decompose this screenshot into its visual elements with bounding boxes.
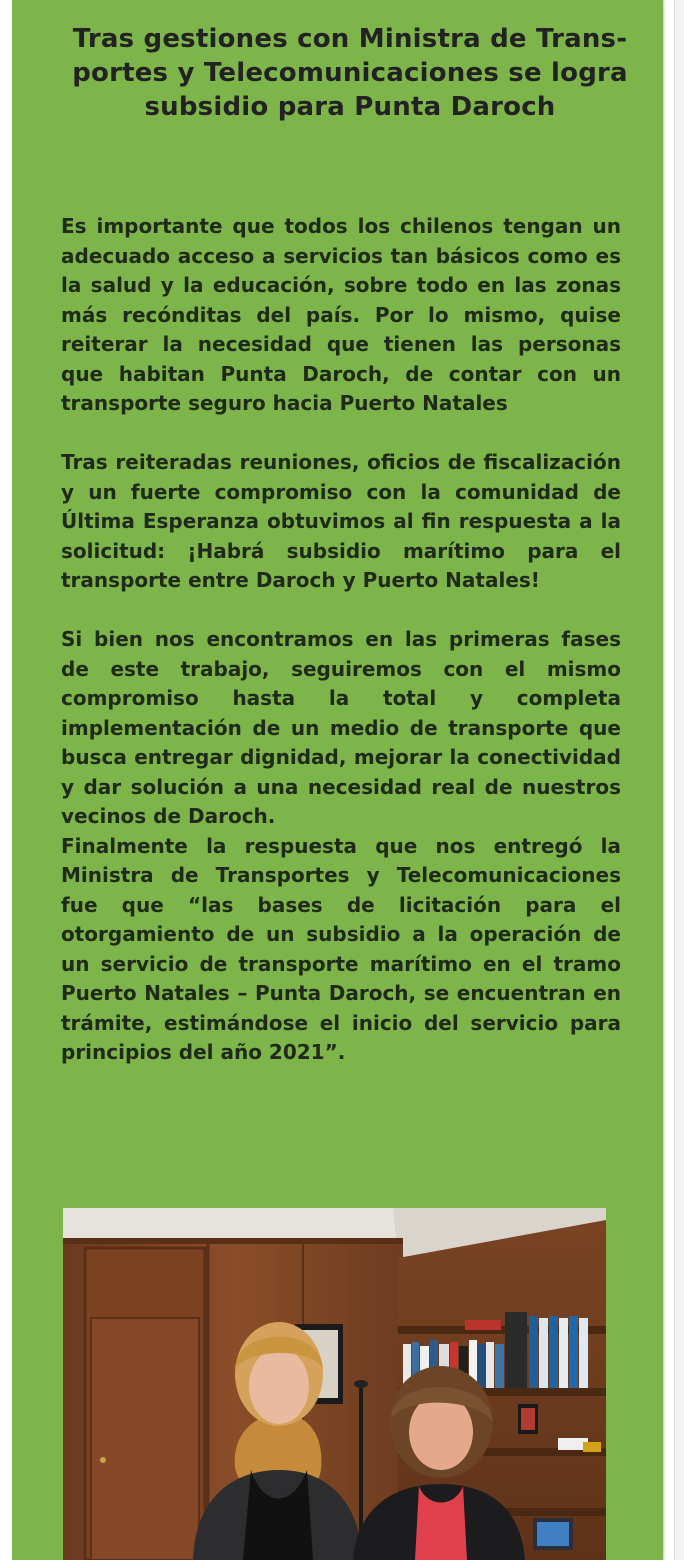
title-line-3: subsidio para Punta Daroch: [144, 92, 556, 122]
paragraph-2: Tras reiteradas reuniones, oficios de fiscalización y un fuerte compromiso con la comunidad de Última Esperanza obtuvimos al fin respuesta a la solicitud: ¡Habrá subsidio marítimo para el transporte entre Daroch y Puerto Natales!: [61, 450, 621, 592]
article-body: [61, 212, 621, 1068]
title-line-2: portes y Telecomunicaciones se logra: [72, 58, 628, 88]
title-line-1: Tras gestiones con Ministra de Trans-: [72, 24, 628, 54]
paragraph-1: Es importante que todos los chilenos tengan un adecuado acceso a servicios tan básicos como es la salud y la educación, sobre todo en las zonas más recónditas del país. Por lo mismo, quise reiterar la necesidad que tienen las personas que habitan Punta Daroch, de contar con un transporte seguro hacia Puerto Natales: [61, 214, 621, 415]
article-title: [52, 22, 648, 124]
paragraph-4: Finalmente la respuesta que nos entregó la Ministra de Transportes y Telecomunicaciones fue que “las bases de licitación para el otorgamiento de un subsidio a la operación de un servicio de transporte marítimo en el tramo Puerto Natales – Punta Daroch, se encuentran en trámite, estimándose el inicio del servicio para principios del año 2021”.: [61, 833, 621, 1064]
paragraph-3: Si bien nos encontramos en las primeras fases de este trabajo, seguiremos con el mismo compromiso hasta la total y completa implementación de un medio de transporte que busca entregar dignidad, mejorar la conectividad y dar solución a una necesidad real de nuestros vecinos de Daroch.: [61, 627, 621, 828]
page-edge: [674, 0, 684, 1560]
meeting-photo: [63, 1208, 606, 1560]
